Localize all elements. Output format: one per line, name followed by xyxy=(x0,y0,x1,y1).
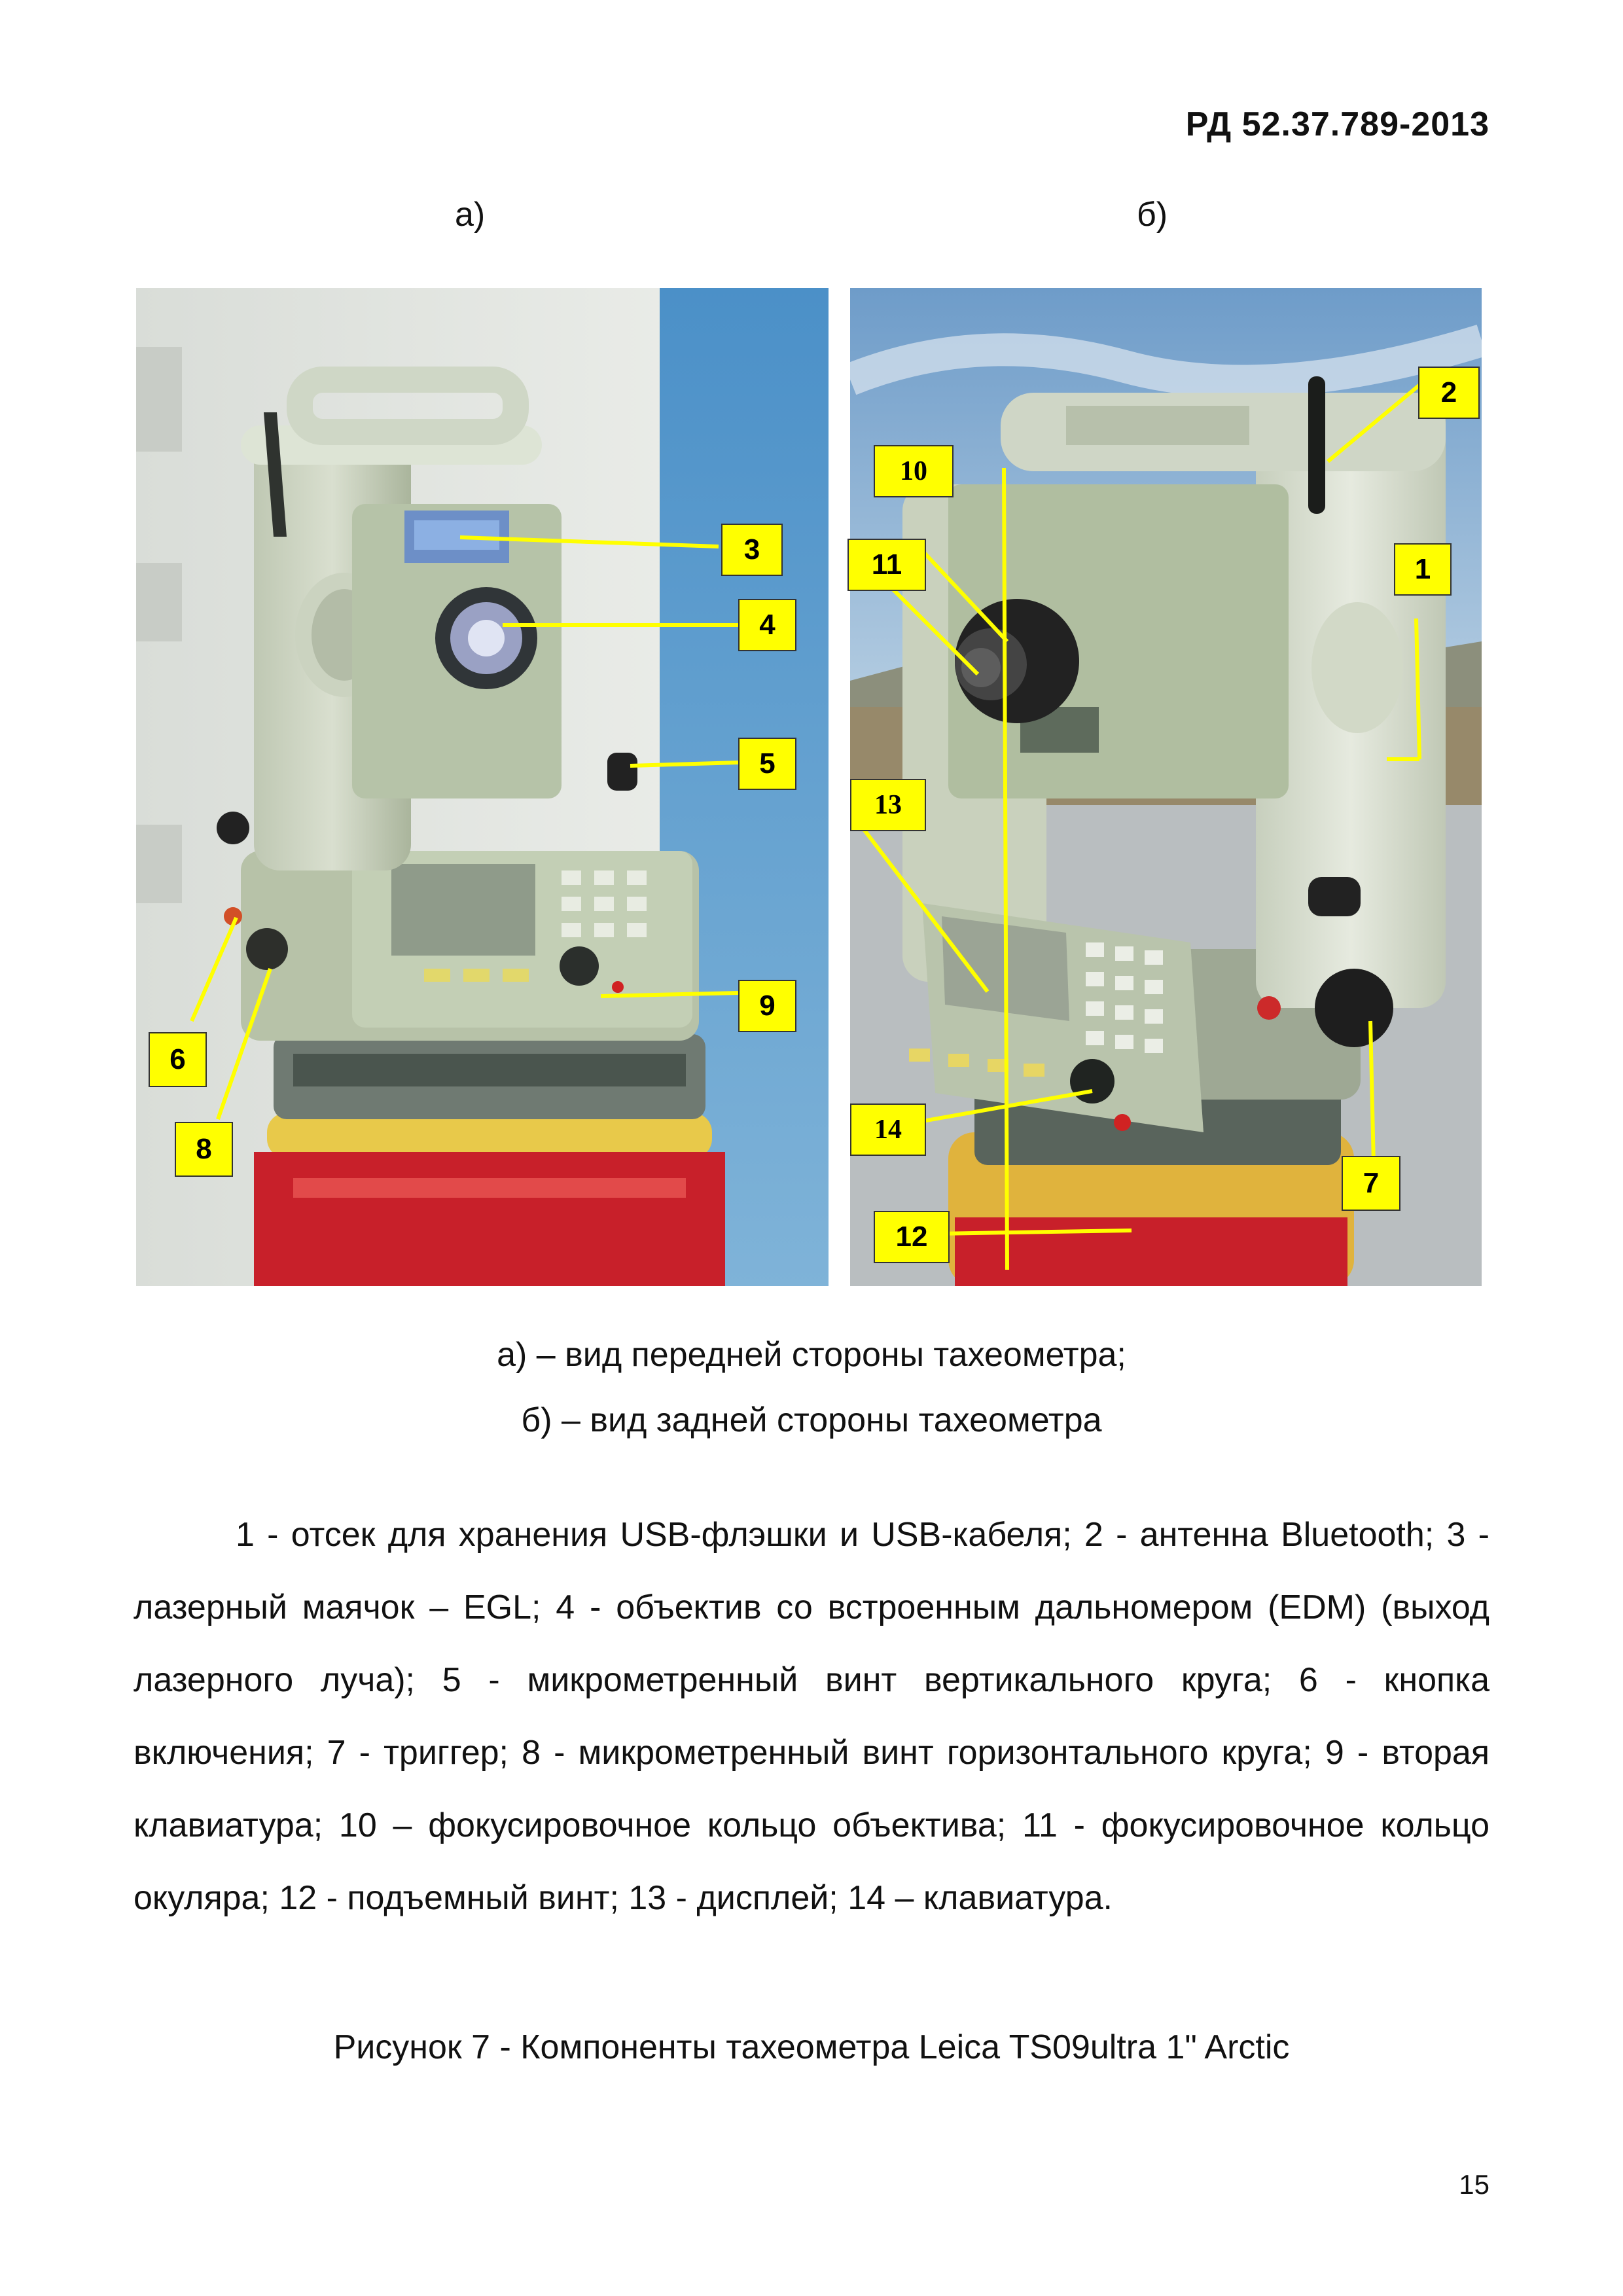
callout-10: 10 xyxy=(874,445,954,497)
callout-5: 5 xyxy=(738,738,796,790)
callout-1: 1 xyxy=(1394,543,1452,596)
callout-7: 7 xyxy=(1342,1156,1400,1211)
callout-3: 3 xyxy=(721,524,783,576)
callout-11: 11 xyxy=(847,539,926,591)
callout-8: 8 xyxy=(175,1122,233,1177)
subfigure-label-a: а) xyxy=(455,196,486,234)
total-station-front-illustration xyxy=(136,288,829,1286)
figure-title: Рисунок 7 - Компоненты тахеометра Leica TS09ultra 1" Arctic xyxy=(333,2028,1290,2066)
page-number: 15 xyxy=(1459,2169,1489,2200)
total-station-rear-illustration xyxy=(850,288,1482,1286)
callout-12: 12 xyxy=(874,1211,950,1263)
caption-rear-view: б) – вид задней стороны тахеометра xyxy=(521,1401,1102,1439)
component-legend: 1 - отсек для хранения USB-флэшки и USB-кабеля; 2 - антенна Bluetooth; 3 - лазерный маячок – EGL; 4 - объектив со встроенным дальномером (EDM) (выход лазерного луча); 5 - микрометренный винт вертикального круга; 6 - кнопка включения; 7 - триггер; 8 - микрометренный винт горизонтального круга; 9 - вторая клавиатура; 10 – фокусировочное кольцо объектива; 11 - фокусировочное кольцо окуляра; 12 - подъемный винт; 13 - дисплей; 14 – клавиатура. xyxy=(134,1516,1489,1917)
photo-rear-view xyxy=(850,288,1482,1286)
callout-13: 13 xyxy=(850,779,926,831)
photo-front-view xyxy=(136,288,829,1286)
callout-9: 9 xyxy=(738,980,796,1032)
document-id: РД 52.37.789-2013 xyxy=(1185,105,1489,143)
callout-4: 4 xyxy=(738,599,796,651)
subfigure-label-b: б) xyxy=(1137,196,1168,234)
callout-14: 14 xyxy=(850,1103,926,1156)
callout-2: 2 xyxy=(1418,367,1480,419)
callout-6: 6 xyxy=(149,1032,207,1087)
caption-front-view: а) – вид передней стороны тахеометра; xyxy=(497,1336,1126,1374)
